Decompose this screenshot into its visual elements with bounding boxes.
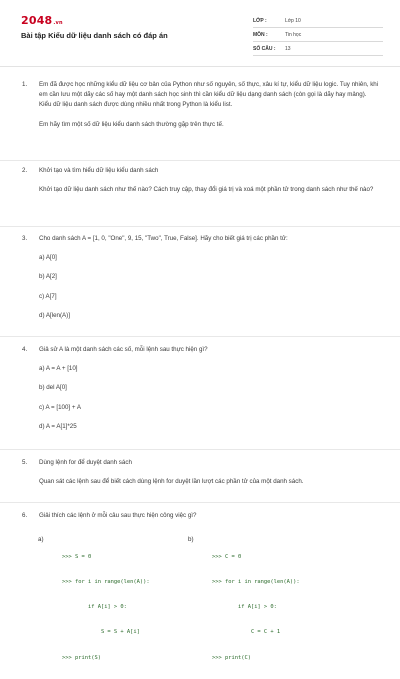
question-text: Khởi tạo dữ liệu danh sách như thế nào? Cách truy cập, thay đổi giá trị và xoá một phần tử trong danh sách như thế nào? xyxy=(39,186,374,194)
code-lines xyxy=(212,536,300,679)
divider xyxy=(0,449,400,450)
question-number: 3. xyxy=(22,235,28,242)
question-number: 6. xyxy=(22,512,28,519)
meta-row-count xyxy=(253,42,383,56)
divider xyxy=(0,336,400,337)
divider xyxy=(0,502,400,503)
question-1 xyxy=(22,80,380,130)
code-line: >>> for i in range(len(A)): xyxy=(212,579,300,586)
question-title: Giả sử A là một danh sách các số, mỗi lệnh sau thực hiện gì? xyxy=(39,346,208,353)
meta-label: LỚP : xyxy=(253,18,267,24)
option-b: b) A[2] xyxy=(39,273,57,281)
meta-row-class xyxy=(253,14,383,28)
divider xyxy=(0,226,400,227)
question-prompt: Em hãy tìm một số dữ liệu kiểu danh sách thường gặp trên thực tế. xyxy=(39,120,224,128)
logo-tld: .vn xyxy=(53,20,63,26)
option-a: a) A[0] xyxy=(39,254,57,262)
question-text: Em đã được học những kiểu dữ liệu cơ bản của Python như số nguyên, số thực, xâu kí tự, kiểu dữ liệu logic. Tuy nhiên, khi em cần lưu một dãy các số hay một danh sách học sinh thì cần kiểu dữ liệu dạng danh sách (còn gọi là dãy hay mảng). Kiểu dữ liệu danh sách được dùng nhiều nhất trong Python là kiểu list. xyxy=(39,81,379,109)
question-5 xyxy=(22,458,380,487)
option-a: a) A = A + [10] xyxy=(39,365,78,373)
question-text: Quan sát các lệnh sau để biết cách dùng lệnh for duyệt lần lượt các phần tử của một danh sách. xyxy=(39,478,304,486)
header xyxy=(0,0,400,64)
meta-value: 13 xyxy=(285,46,291,52)
code-line: S = S + A[i] xyxy=(62,629,140,636)
code-line: >>> print(C) xyxy=(212,654,251,661)
question-number: 1. xyxy=(22,81,28,88)
meta-label: SỐ CÂU : xyxy=(253,46,276,52)
option-b: b) del A[0] xyxy=(39,384,67,392)
question-number: 5. xyxy=(22,459,28,466)
option-c: c) A = [100] + A xyxy=(39,403,81,411)
code-line: >>> S = 0 xyxy=(62,553,92,560)
meta-value: Lớp 10 xyxy=(285,18,301,24)
question-title: Cho danh sách A = [1, 0, "One", 9, 15, "Two", True, False]. Hãy cho biết giá trị các phần tử: xyxy=(39,235,288,242)
code-line: >>> for i in range(len(A)): xyxy=(62,579,150,586)
question-2 xyxy=(22,166,380,195)
logo-text: 2048 xyxy=(21,14,53,27)
option-d: d) A = A[1]*25 xyxy=(39,422,77,430)
header-divider xyxy=(0,66,400,67)
question-title: Khởi tạo và tìm hiểu dữ liệu kiểu danh sách xyxy=(39,167,159,174)
meta-label: MÔN : xyxy=(253,32,268,38)
code-line: C = C + 1 xyxy=(212,629,281,636)
question-6 xyxy=(22,511,380,521)
meta-row-subject xyxy=(253,28,383,42)
question-3 xyxy=(22,234,380,321)
code-label: a) xyxy=(38,536,44,543)
question-number: 4. xyxy=(22,346,28,353)
question-title: Giải thích các lệnh ở mỗi câu sau thực hiện công việc gì? xyxy=(39,512,197,519)
code-line: if A[i] > 0: xyxy=(62,604,127,611)
question-4 xyxy=(22,345,380,432)
question-title: Dùng lệnh for để duyệt danh sách xyxy=(39,459,132,466)
meta-table xyxy=(253,14,383,56)
divider xyxy=(0,160,400,161)
code-line: >>> print(S) xyxy=(62,654,101,661)
code-lines xyxy=(62,536,150,679)
option-d: d) A[len(A)] xyxy=(39,311,70,319)
meta-value: Tin học xyxy=(285,32,302,38)
code-label: b) xyxy=(188,536,194,543)
code-line: >>> C = 0 xyxy=(212,553,242,560)
question-number: 2. xyxy=(22,167,28,174)
code-line: if A[i] > 0: xyxy=(212,604,277,611)
code-examples xyxy=(38,536,388,661)
option-c: c) A[7] xyxy=(39,292,57,300)
site-logo[interactable] xyxy=(21,14,63,27)
page-title: Bài tập Kiểu dữ liệu danh sách có đáp án xyxy=(21,31,168,40)
